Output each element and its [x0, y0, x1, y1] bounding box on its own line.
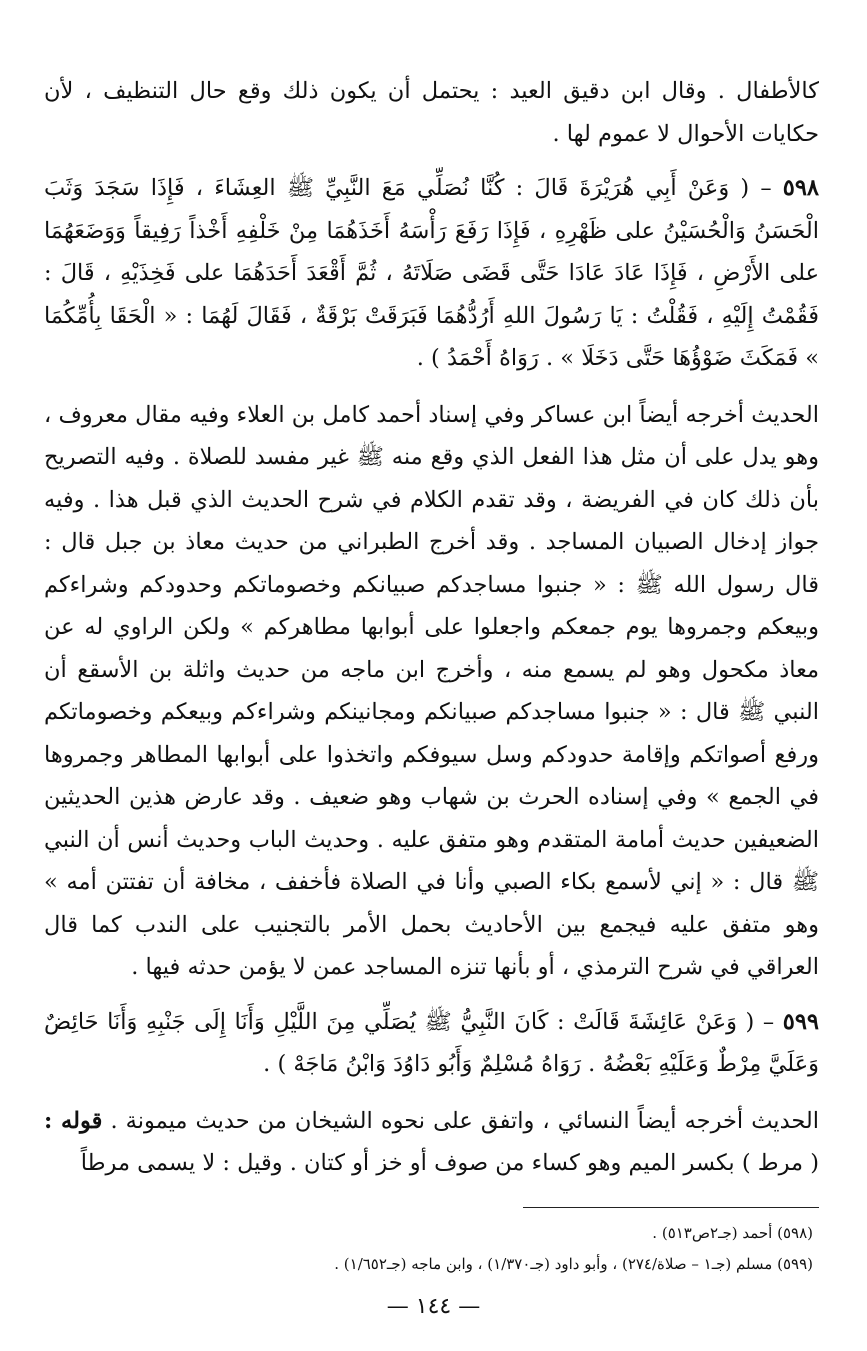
hadith-text: – ( وَعَنْ عَائِشَةَ قَالَتْ : كَانَ النَّبِيُّ ﷺ يُصَلِّي مِنَ اللَّيْلِ وَأَنَا إِلَى جَنْبِهِ وَأَنَا حَائِضٌ وَعَلَيَّ مِرْطٌ وَعَلَيْهِ بَعْضُهُ . رَوَاهُ مُسْلِمٌ وَأَبُو دَاوُدَ وَابْنُ مَاجَهْ ) . — [44, 1008, 819, 1077]
footnote: (٥٩٩) مسلم (جـ١ – صلاة/٢٧٤) ، وأبو داود (جـ١/٣٧٠) ، وابن ماجه (جـ١/٦٥٢) . — [334, 1254, 813, 1273]
commentary-text: الحديث أخرجه أيضاً النسائي ، واتفق على نحوه الشيخان من حديث ميمونة . — [110, 1107, 820, 1134]
commentary-598: الحديث أخرجه أيضاً ابن عساكر وفي إسناد أحمد كامل بن العلاء وفيه مقال معروف ، وهو يدل على أن مثل هذا الفعل الذي وقع منه ﷺ غير مفسد للصلاة . وفيه التصريح بأن ذلك كان في الفريضة ، وقد تقدم الكلام في شرح الحديث الذي قبل هذا . وفيه جواز إدخال الصبيان المساجد . وقد أخرج الطبراني من حديث معاذ بن جبل قال : قال رسول الله ﷺ : « جنبوا مساجدكم صبيانكم وخصوماتكم وحدودكم وشراءكم وبيعكم وجمروها يوم جمعكم واجعلوا على أبوابها مطاهركم » ولكن الراوي له عن معاذ مكحول وهو لم يسمع منه ، وأخرج ابن ماجه من حديث واثلة بن الأسقع أن النبي ﷺ قال : « جنبوا مساجدكم صبيانكم ومجانينكم وشراءكم وبيعكم وخصوماتكم ورفع أصواتكم وإقامة حدودكم وسل سيوفكم واتخذوا على أبوابها المطاهر وجمروها في الجمع » وفي إسناده الحرث بن شهاب وهو ضعيف . وقد عارض هذين الحديثين الضعيفين حديث أمامة المتقدم وهو متفق عليه . وحديث الباب وحديث أنس أن النبي ﷺ قال : « إني لأسمع بكاء الصبي وأنا في الصلاة فأخفف ، مخافة أن تفتتن أمه » وهو متفق عليه فيجمع بين الأحاديث بحمل الأمر بالتجنيب على الندب كما قال العراقي في شرح الترمذي ، أو بأنها تنزه المساجد عمن لا يؤمن حدثه فيها . — [44, 401, 819, 980]
footnotes — [44, 1218, 813, 1280]
footnote: (٥٩٨) أحمد (جـ٢ص٥١٣) . — [652, 1223, 813, 1242]
commentary-term: قوله : — [44, 1107, 103, 1134]
page-number: — ١٤٤ — — [386, 1294, 481, 1319]
footnote-divider — [523, 1207, 819, 1208]
hadith-598 — [44, 167, 819, 380]
hadith-text: – ( وَعَنْ أَبِي هُرَيْرَةَ قَالَ : كُنَّا نُصَلِّي مَعَ النَّبِيِّ ﷺ العِشَاءَ ، فَإِذَا سَجَدَ وَثَبَ الْحَسَنُ وَالْحُسَيْنُ على ظَهْرِهِ ، فَإِذَا رَفَعَ رَأْسَهُ أَخَذَهُمَا مِنْ خَلْفِهِ أَخْذاً رَفِيقاً وَوَضَعَهُمَا على الأَرْضِ ، فَإِذَا عَادَ عَادَا حَتَّى قَضَى صَلَاتَهُ ، ثُمَّ أَقْعَدَ أَحَدَهُمَا على فَخِذَيْهِ ، قَالَ : فَقُمْتُ إِلَيْهِ ، فَقُلْتُ : يَا رَسُولَ اللهِ أَرُدُّهُمَا فَبَرَقَتْ بَرْقَةٌ ، فَقَالَ لَهُمَا : « الْحَقَا بِأُمِّكُمَا » فَمَكَثَ ضَوْؤُهَا حَتَّى دَخَلَا » . رَوَاهُ أَحْمَدُ ) . — [44, 175, 819, 371]
hadith-number: ٥٩٨ — [782, 175, 820, 201]
opening-paragraph: كالأطفال . وقال ابن دقيق العيد : يحتمل أن يكون ذلك وقع حال التنظيف ، لأن حكايات الأحوال لا عموم لها . — [44, 78, 819, 147]
commentary-599 — [44, 1100, 819, 1185]
hadith-number: ٥٩٩ — [782, 1008, 819, 1035]
hadith-599 — [44, 1001, 819, 1086]
commentary-text-continued: ( مرط ) بكسر الميم وهو كساء من صوف أو خز أو كتان . وقيل : لا يسمى مرطاً — [80, 1150, 819, 1176]
